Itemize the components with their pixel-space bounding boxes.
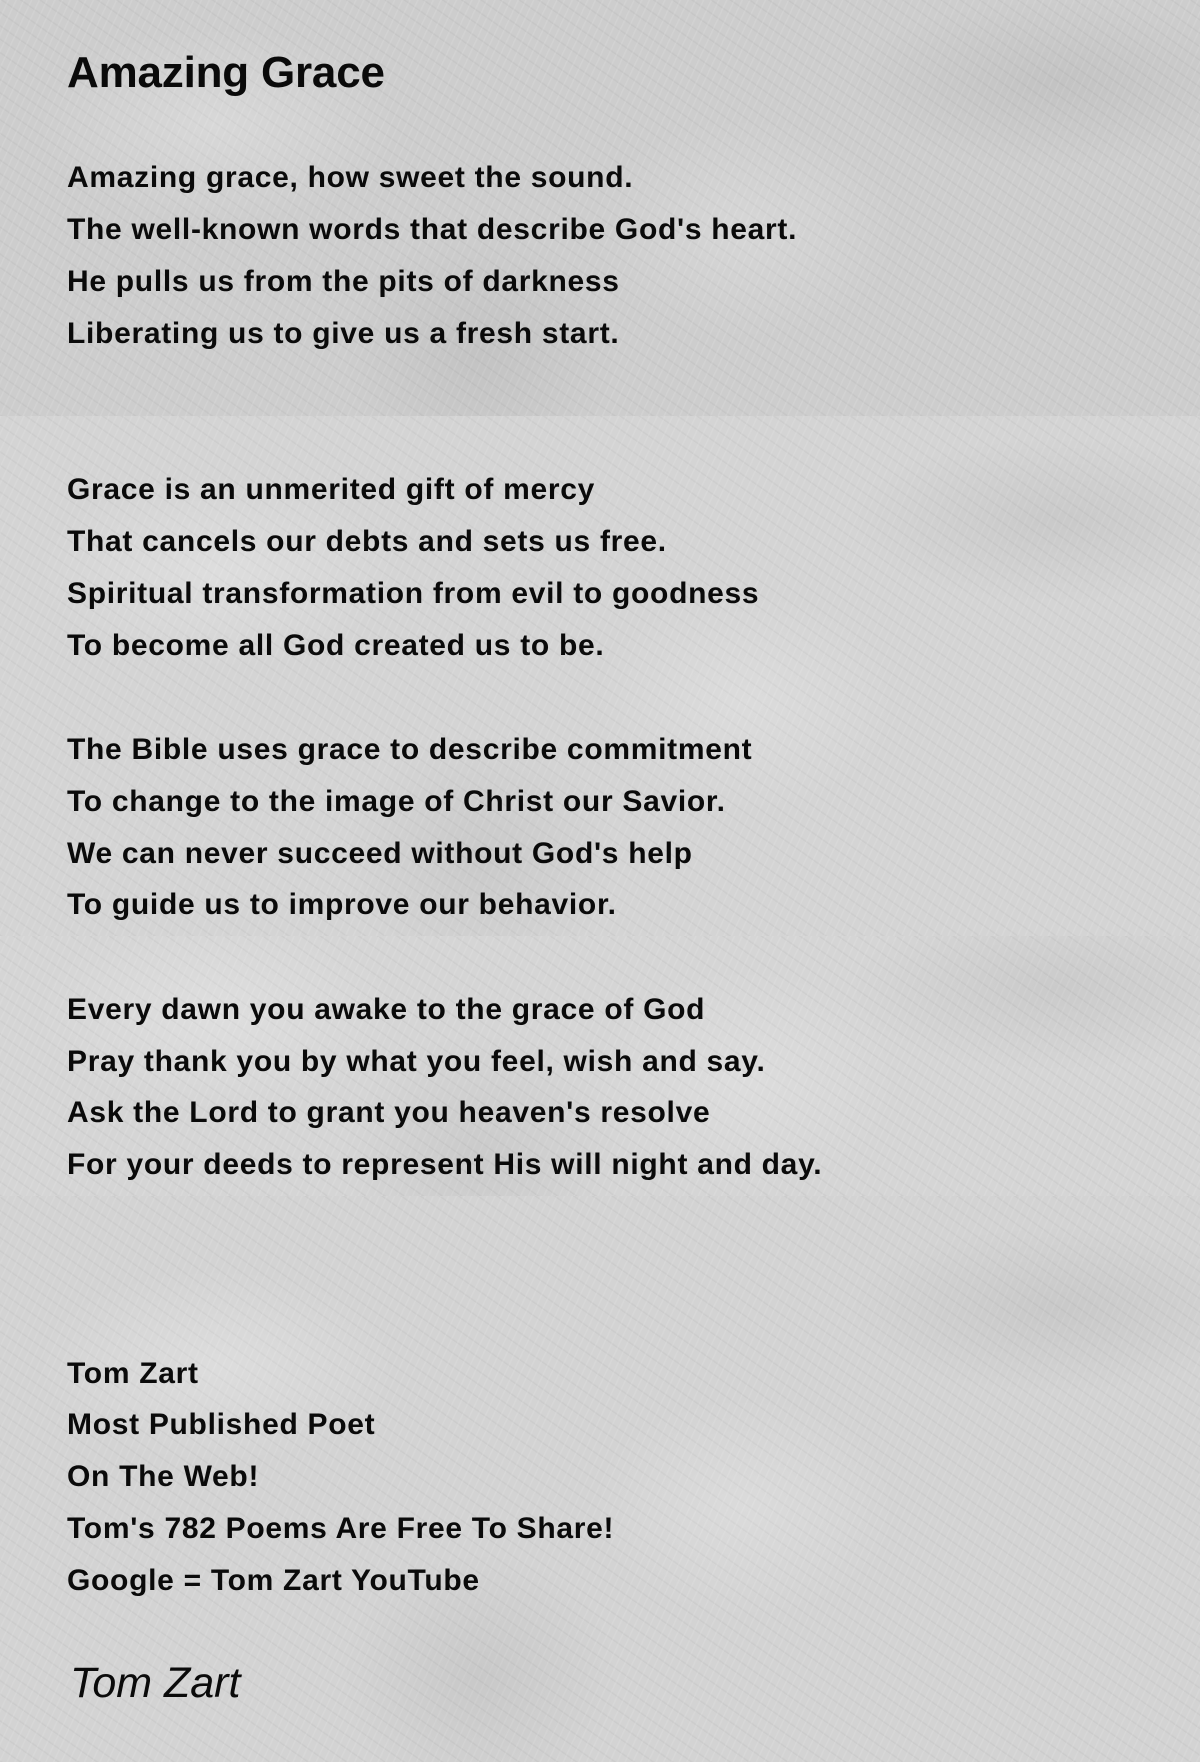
author-note-line: On The Web! bbox=[67, 1460, 260, 1493]
poem-line: Pray thank you by what you feel, wish and say. bbox=[67, 1045, 766, 1078]
poem-line: Grace is an unmerited gift of mercy bbox=[67, 473, 595, 506]
poem-line: To change to the image of Christ our Savior. bbox=[67, 785, 726, 818]
author-note-line: Google = Tom Zart YouTube bbox=[67, 1564, 480, 1597]
poem-line: The well-known words that describe God's heart. bbox=[67, 213, 798, 246]
author-note-line: Most Published Poet bbox=[67, 1408, 376, 1441]
poem-line: That cancels our debts and sets us free. bbox=[67, 525, 667, 558]
poem-line: For your deeds to represent His will night and day. bbox=[67, 1148, 823, 1181]
poem-line: Liberating us to give us a fresh start. bbox=[67, 317, 620, 350]
poem-line: Every dawn you awake to the grace of God bbox=[67, 993, 706, 1026]
poem-title: Amazing Grace bbox=[67, 48, 385, 97]
poem-line: He pulls us from the pits of darkness bbox=[67, 265, 620, 298]
poem-line: The Bible uses grace to describe commitment bbox=[67, 733, 753, 766]
author-note-line: Tom's 782 Poems Are Free To Share! bbox=[67, 1512, 615, 1545]
poem-line: To guide us to improve our behavior. bbox=[67, 888, 617, 921]
poem-line: To become all God created us to be. bbox=[67, 629, 605, 662]
poem-line: Spiritual transformation from evil to goodness bbox=[67, 577, 760, 610]
poem-line: Amazing grace, how sweet the sound. bbox=[67, 161, 634, 194]
poem-line: Ask the Lord to grant you heaven's resolve bbox=[67, 1096, 711, 1129]
author-note-line: Tom Zart bbox=[67, 1357, 199, 1390]
author-signature: Tom Zart bbox=[70, 1659, 241, 1707]
poem-line: We can never succeed without God's help bbox=[67, 837, 693, 870]
